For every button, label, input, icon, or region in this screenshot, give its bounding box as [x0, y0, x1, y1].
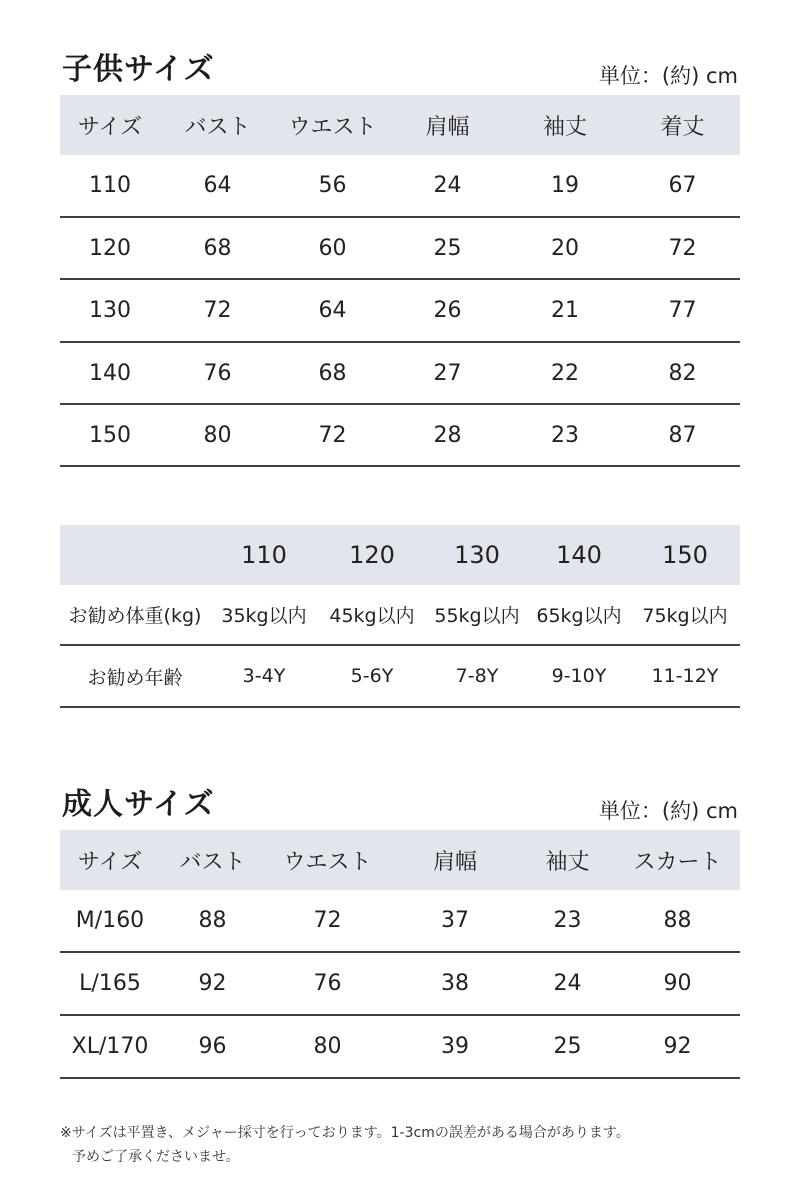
table-cell: 68: [160, 217, 275, 279]
table-cell: 140: [60, 342, 160, 404]
recommend-header-cell: [60, 525, 210, 585]
table-cell: 25: [390, 217, 505, 279]
kids-header-cell: 肩幅: [390, 95, 505, 155]
table-cell: 65kg以内: [528, 585, 630, 645]
kids-header-cell: サイズ: [60, 95, 160, 155]
table-cell: 39: [390, 1015, 520, 1078]
kids-section-title: 子供サイズ: [62, 52, 215, 87]
recommend-header-row: [60, 525, 740, 585]
table-cell: 19: [505, 155, 625, 217]
kids-unit-label: 単位：(約) cm: [598, 64, 738, 88]
table-row: [60, 155, 740, 217]
table-cell: 38: [390, 952, 520, 1015]
table-cell: 76: [160, 342, 275, 404]
table-cell: 27: [390, 342, 505, 404]
table-row: [60, 890, 740, 952]
table-cell: 72: [625, 217, 740, 279]
kids-header-cell: ウエスト: [275, 95, 390, 155]
table-cell: 90: [615, 952, 740, 1015]
recommend-header-cell: 120: [318, 525, 426, 585]
table-cell: M/160: [60, 890, 160, 952]
table-cell: 5-6Y: [318, 645, 426, 707]
recommend-header-cell: 140: [528, 525, 630, 585]
table-cell: 82: [625, 342, 740, 404]
recommend-table: [60, 525, 740, 708]
table-cell: 56: [275, 155, 390, 217]
recommend-weight-row: [60, 585, 740, 645]
adult-header-cell: 袖丈: [520, 830, 615, 890]
kids-header-cell: 袖丈: [505, 95, 625, 155]
table-cell: 45kg以内: [318, 585, 426, 645]
table-cell: 80: [265, 1015, 390, 1078]
table-cell: XL/170: [60, 1015, 160, 1078]
table-cell: 7-8Y: [426, 645, 528, 707]
table-cell: 88: [615, 890, 740, 952]
table-cell: 3-4Y: [210, 645, 318, 707]
adult-header-cell: スカート: [615, 830, 740, 890]
table-cell: 87: [625, 404, 740, 466]
table-cell: 26: [390, 279, 505, 342]
table-cell: 76: [265, 952, 390, 1015]
table-cell: 60: [275, 217, 390, 279]
adult-section-title: 成人サイズ: [62, 787, 215, 822]
table-cell: 64: [275, 279, 390, 342]
recommend-age-label: お勧め年齢: [60, 645, 210, 707]
table-cell: 64: [160, 155, 275, 217]
table-row: [60, 952, 740, 1015]
table-cell: 150: [60, 404, 160, 466]
table-row: [60, 342, 740, 404]
table-cell: 72: [265, 890, 390, 952]
kids-header-cell: 着丈: [625, 95, 740, 155]
table-cell: 72: [275, 404, 390, 466]
table-cell: 28: [390, 404, 505, 466]
recommend-header-cell: 130: [426, 525, 528, 585]
table-row: [60, 404, 740, 466]
footnote-line-2: 予めご了承くださいませ。: [72, 1149, 240, 1165]
table-cell: 20: [505, 217, 625, 279]
table-cell: 75kg以内: [630, 585, 740, 645]
adult-header-cell: ウエスト: [265, 830, 390, 890]
kids-header-cell: バスト: [160, 95, 275, 155]
table-cell: 55kg以内: [426, 585, 528, 645]
table-cell: 23: [520, 890, 615, 952]
recommend-header-cell: 110: [210, 525, 318, 585]
kids-header-row: [60, 95, 740, 155]
table-cell: 37: [390, 890, 520, 952]
table-cell: L/165: [60, 952, 160, 1015]
table-cell: 80: [160, 404, 275, 466]
kids-size-table: [60, 95, 740, 467]
table-cell: 120: [60, 217, 160, 279]
table-cell: 88: [160, 890, 265, 952]
table-cell: 96: [160, 1015, 265, 1078]
table-cell: 92: [160, 952, 265, 1015]
table-row: [60, 1015, 740, 1078]
adult-header-row: [60, 830, 740, 890]
table-cell: 24: [390, 155, 505, 217]
adult-header-cell: 肩幅: [390, 830, 520, 890]
table-cell: 24: [520, 952, 615, 1015]
recommend-weight-label: お勧め体重(kg): [60, 585, 210, 645]
recommend-age-row: [60, 645, 740, 707]
table-cell: 25: [520, 1015, 615, 1078]
table-cell: 9-10Y: [528, 645, 630, 707]
table-cell: 72: [160, 279, 275, 342]
table-cell: 21: [505, 279, 625, 342]
table-cell: 92: [615, 1015, 740, 1078]
table-row: [60, 279, 740, 342]
table-cell: 67: [625, 155, 740, 217]
table-cell: 77: [625, 279, 740, 342]
footnote-line-1: ※サイズは平置き、メジャー採寸を行っております。1-3cmの誤差がある場合があります。: [60, 1125, 630, 1141]
table-cell: 35kg以内: [210, 585, 318, 645]
table-cell: 11-12Y: [630, 645, 740, 707]
table-cell: 110: [60, 155, 160, 217]
table-cell: 130: [60, 279, 160, 342]
table-cell: 22: [505, 342, 625, 404]
adult-unit-label: 単位：(約) cm: [598, 799, 738, 823]
table-cell: 68: [275, 342, 390, 404]
table-row: [60, 217, 740, 279]
adult-size-table: [60, 830, 740, 1079]
adult-header-cell: バスト: [160, 830, 265, 890]
adult-header-cell: サイズ: [60, 830, 160, 890]
table-cell: 23: [505, 404, 625, 466]
recommend-header-cell: 150: [630, 525, 740, 585]
